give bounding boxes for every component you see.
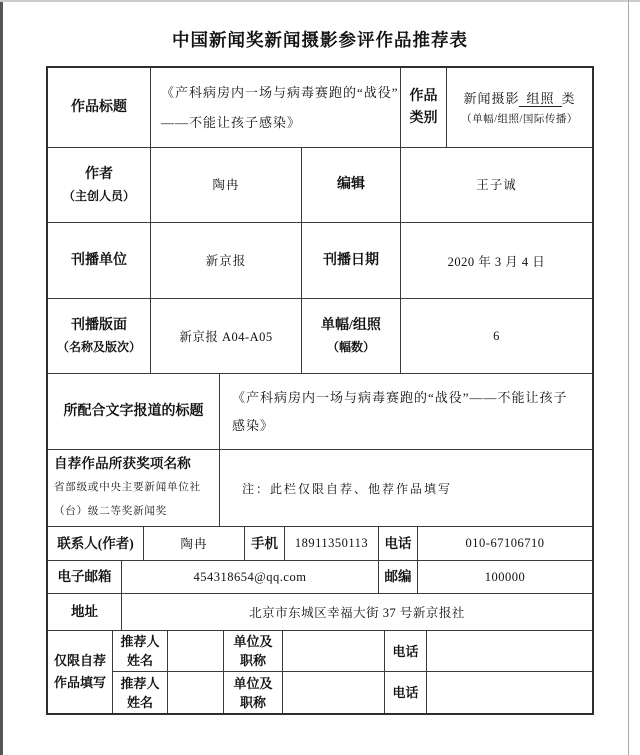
rec1-org-blank — [283, 631, 385, 671]
text-report-title-label: 所配合文字报道的标题 — [48, 374, 220, 449]
publish-date-label: 刊播日期 — [302, 223, 401, 298]
row-publish-unit — [48, 223, 592, 299]
author-label: 作者 （主创人员） — [48, 148, 151, 222]
row-publish-page — [48, 299, 592, 374]
mobile-label: 手机 — [245, 527, 285, 560]
recommendation-form-table — [46, 66, 594, 715]
self-award-label: 自荐作品所获奖项名称 省部级或中央主要新闻单位社（台）级二等奖新闻奖 — [48, 450, 220, 526]
rec2-name-blank — [168, 672, 224, 713]
work-category-label: 作品 类别 — [401, 68, 447, 147]
rec2-org-label: 单位及职称 — [224, 672, 283, 713]
publish-unit-label: 刊播单位 — [48, 223, 151, 298]
rec1-phone-label: 电话 — [385, 631, 427, 671]
work-title-line1: 《产科病房内一场与病毒赛跑的“战役” — [161, 84, 399, 100]
editor-label: 编辑 — [302, 148, 401, 222]
row-contact — [48, 527, 592, 561]
work-title-line2: ——不能让孩子感染》 — [161, 114, 302, 130]
row-author — [48, 148, 592, 223]
self-rec-row-2 — [113, 672, 592, 713]
author-value: 陶冉 — [151, 148, 302, 222]
self-rec-rows — [113, 631, 592, 713]
rec2-phone-blank — [427, 672, 592, 713]
rec1-name-label: 推荐人姓名 — [113, 631, 168, 671]
publish-unit-value: 新京报 — [151, 223, 302, 298]
page-top-edge — [0, 0, 640, 2]
row-text-report-title — [48, 374, 592, 450]
row-self-award — [48, 450, 592, 527]
self-award-note: 注：此栏仅限自荐、他荐作品填写 — [242, 481, 453, 496]
self-rec-group-label: 仅限自荐作品填写 — [48, 631, 113, 713]
row-work-title — [48, 68, 592, 148]
contact-name-value: 陶冉 — [144, 527, 245, 560]
self-rec-row-1 — [113, 631, 592, 672]
rec1-phone-blank — [427, 631, 592, 671]
photo-count-value: 6 — [493, 328, 500, 343]
email-label: 电子邮箱 — [48, 561, 122, 593]
category-selected-underline: 组照 — [519, 91, 561, 107]
work-category-value — [447, 68, 592, 147]
zip-label: 邮编 — [379, 561, 418, 593]
text-report-title-value: 《产科病房内一场与病毒赛跑的“战役”——不能让孩子感染》 — [232, 389, 568, 433]
row-email — [48, 561, 592, 594]
address-value: 北京市东城区幸福大街 37 号新京报社 — [249, 606, 465, 620]
work-title-label: 作品标题 — [48, 68, 151, 147]
contact-label: 联系人(作者) — [48, 527, 144, 560]
rec2-phone-label: 电话 — [385, 672, 427, 713]
editor-value: 王子诚 — [476, 178, 517, 192]
mobile-value: 18911350113 — [285, 527, 379, 560]
email-value: 454318654@qq.com — [122, 561, 379, 593]
row-self-recommend-group — [48, 631, 592, 713]
phone-label: 电话 — [379, 527, 418, 560]
publish-date-value: 2020 年 3 月 4 日 — [447, 254, 546, 269]
work-title-value — [151, 68, 401, 147]
category-options: （单幅/组照/国际传播） — [461, 113, 578, 125]
category-selection: 新闻摄影 组照 类 — [463, 90, 576, 106]
page-right-edge — [628, 0, 629, 755]
rec1-name-blank — [168, 631, 224, 671]
photo-count-label: 单幅/组照 （幅数） — [302, 299, 401, 373]
page-left-edge — [0, 0, 3, 755]
row-address — [48, 594, 592, 631]
rec1-org-label: 单位及职称 — [224, 631, 283, 671]
publish-page-label: 刊播版面 （名称及版次） — [48, 299, 151, 373]
page-title: 中国新闻奖新闻摄影参评作品推荐表 — [172, 30, 468, 50]
rec2-name-label: 推荐人姓名 — [113, 672, 168, 713]
rec2-org-blank — [283, 672, 385, 713]
zip-value: 100000 — [484, 569, 526, 584]
publish-page-value: 新京报 A04-A05 — [151, 299, 302, 373]
address-label: 地址 — [48, 594, 122, 630]
phone-value: 010-67106710 — [465, 536, 545, 550]
